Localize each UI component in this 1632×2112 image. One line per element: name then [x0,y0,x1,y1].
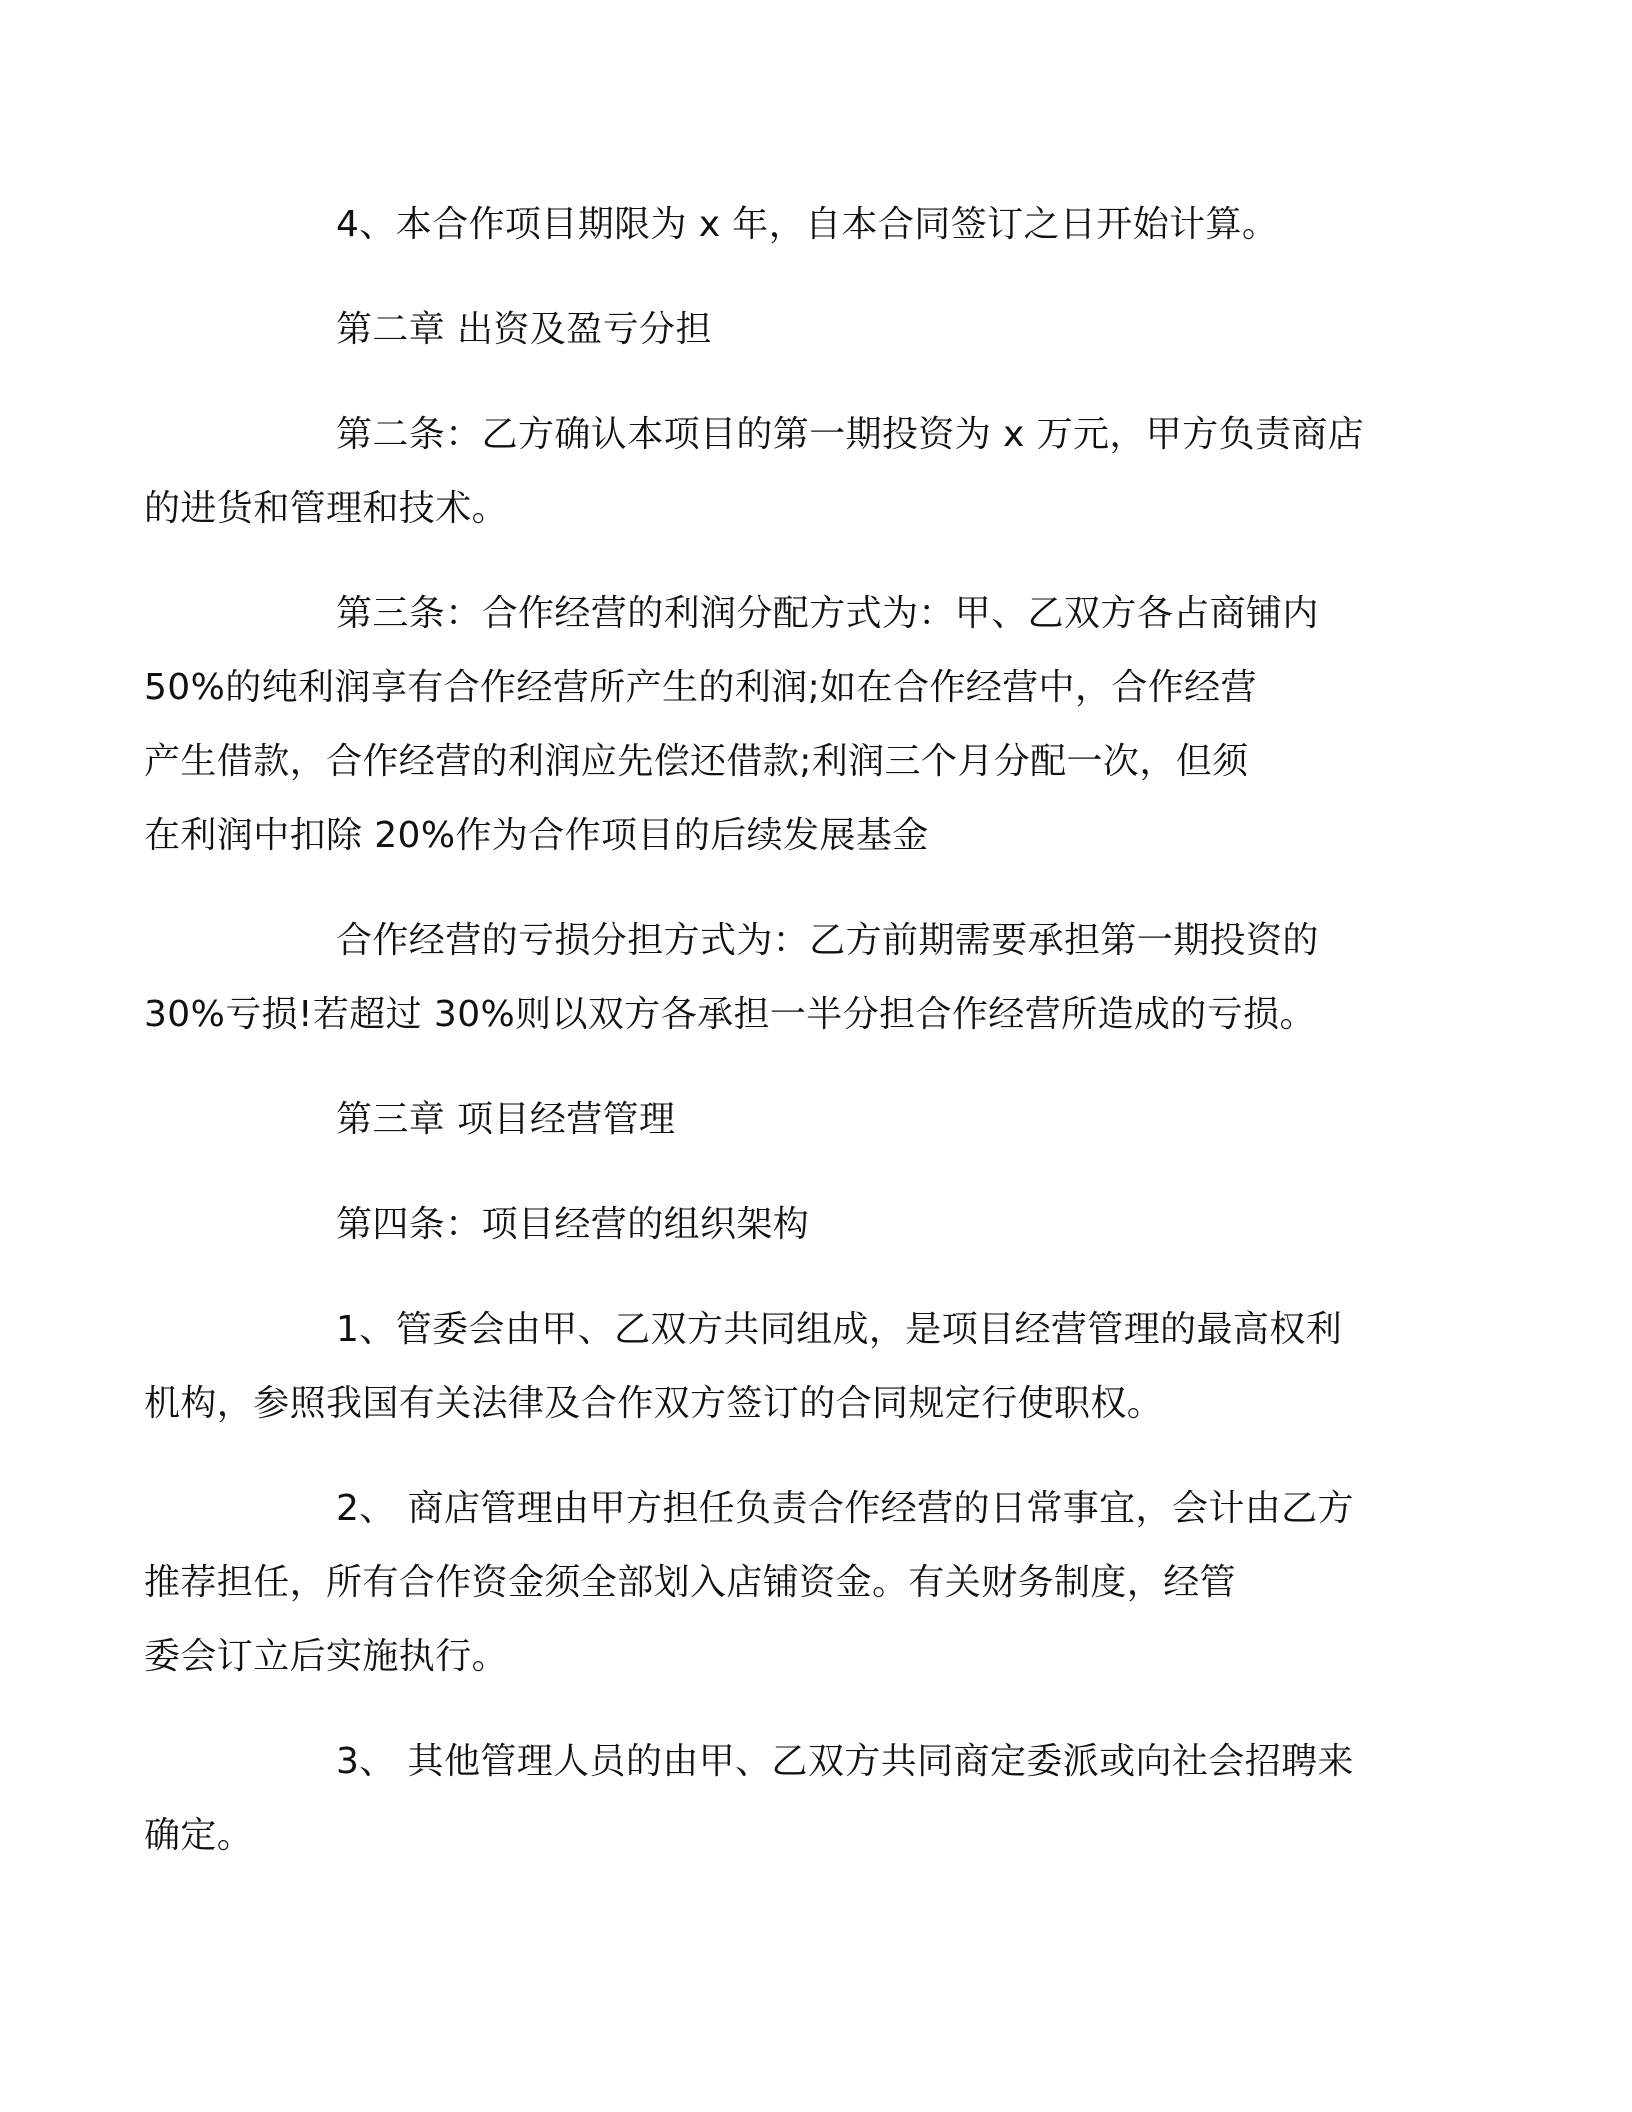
text-line: 30%亏损!若超过 30%则以双方各承担一半分担合作经营所造成的亏损。 [144,994,1316,1035]
text-line: 产生借款，合作经营的利润应先偿还借款;利润三个月分配一次，但须 [144,741,1249,782]
text-line: 2、 商店管理由甲方担任负责合作经营的日常事宜，会计由乙方 [336,1488,1354,1529]
text-line: 1、管委会由甲、乙双方共同组成，是项目经营管理的最高权利 [336,1309,1343,1350]
text-line: 50%的纯利润享有合作经营所产生的利润;如在合作经营中，合作经营 [144,667,1257,708]
text-line: 机构，参照我国有关法律及合作双方签订的合同规定行使职权。 [144,1383,1164,1424]
article-2-paragraph [144,398,1440,546]
text-line: 4、本合作项目期限为 x 年，自本合同签订之日开始计算。 [336,204,1279,245]
paragraph-term-duration [240,188,1440,262]
item-1-paragraph [144,1293,1440,1441]
article-4-paragraph [240,1188,1440,1262]
text-line: 第三章 项目经营管理 [336,1099,676,1140]
text-line: 第三条：合作经营的利润分配方式为：甲、乙双方各占商铺内 [336,593,1319,634]
text-line: 合作经营的亏损分担方式为：乙方前期需要承担第一期投资的 [336,920,1319,961]
article-3-paragraph [144,577,1440,873]
text-line: 在利润中扣除 20%作为合作项目的后续发展基金 [144,815,929,856]
loss-sharing-paragraph [144,904,1440,1052]
chapter-3-heading [240,1083,1440,1157]
text-line: 第二章 出资及盈亏分担 [336,309,712,350]
text-line: 3、 其他管理人员的由甲、乙双方共同商定委派或向社会招聘来 [336,1741,1354,1782]
text-line: 委会订立后实施执行。 [144,1636,509,1677]
text-line: 确定。 [144,1815,254,1856]
document-body [144,188,1440,1904]
chapter-2-heading [240,293,1440,367]
item-2-paragraph [144,1472,1440,1694]
text-line: 推荐担任，所有合作资金须全部划入店铺资金。有关财务制度，经管 [144,1562,1237,1603]
text-line: 第四条：项目经营的组织架构 [336,1204,810,1245]
item-3-paragraph [144,1725,1440,1873]
text-line: 的进货和管理和技术。 [144,488,509,529]
text-line: 第二条：乙方确认本项目的第一期投资为 x 万元，甲方负责商店 [336,414,1365,455]
